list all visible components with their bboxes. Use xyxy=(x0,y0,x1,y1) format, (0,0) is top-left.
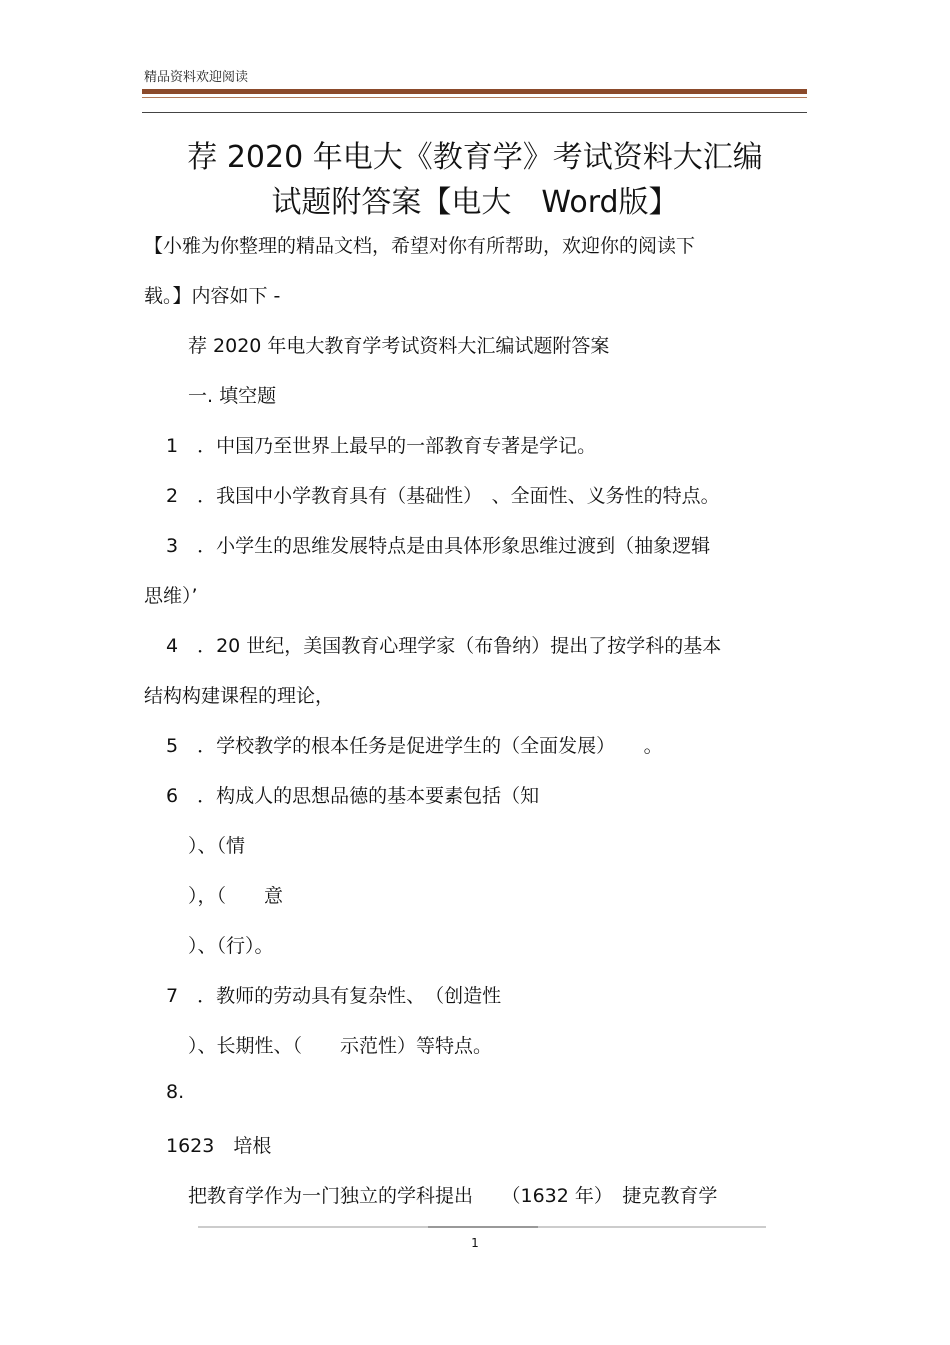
body-line: 2 ．我国中小学教育具有（基础性） 、全面性、义务性的特点。 xyxy=(166,485,720,507)
document-title-line-1: 荐 2020 年电大《教育学》考试资料大汇编 xyxy=(187,140,763,175)
body-line: 1623 培根 xyxy=(166,1135,272,1157)
body-line: ），（ 意 xyxy=(188,885,284,907)
body-line: 3 ．小学生的思维发展特点是由具体形象思维过渡到（抽象逻辑 xyxy=(166,535,711,557)
body-line: 5 ．学校教学的根本任务是促进学生的（全面发展） 。 xyxy=(166,735,663,757)
page-number: 1 xyxy=(471,1236,479,1250)
document-title-line-2: 试题附答案【电大 Word版】 xyxy=(271,185,679,220)
body-line: ）、（行）。 xyxy=(188,935,274,957)
section-heading: 一. 填空题 xyxy=(188,385,277,407)
header-rule-thick xyxy=(142,89,807,94)
body-line: 荐 2020 年电大教育学考试资料大汇编试题附答案 xyxy=(188,335,610,357)
header-rule-thin xyxy=(142,97,807,98)
body-line: 把教育学作为一门独立的学科提出 （1632 年） 捷克教育学 xyxy=(188,1185,718,1207)
header-rule-bottom xyxy=(142,112,807,113)
body-line: 6 ．构成人的思想品德的基本要素包括（知 xyxy=(166,785,540,807)
body-line: ）、长期性、（ 示范性）等特点。 xyxy=(188,1035,493,1057)
body-line: 结构构建课程的理论， xyxy=(144,685,335,707)
body-line: 1 ．中国乃至世界上最早的一部教育专著是学记。 xyxy=(166,435,597,457)
body-line: 7 ．教师的劳动具有复杂性、 （创造性 xyxy=(166,985,502,1007)
footer-rule xyxy=(198,1226,766,1228)
body-line: 8. xyxy=(166,1081,185,1103)
header-text: 精品资料欢迎阅读 xyxy=(144,70,249,85)
body-line: 思维）’ xyxy=(144,585,198,607)
body-line: 载。】内容如下 - xyxy=(144,285,281,307)
body-line: 4 ．20 世纪，美国教育心理学家（布鲁纳）提出了按学科的基本 xyxy=(166,635,722,657)
body-line: 【小雅为你整理的精品文档，希望对你有所帮助，欢迎你的阅读下 xyxy=(144,235,696,257)
body-line: ）、（情 xyxy=(188,835,246,857)
